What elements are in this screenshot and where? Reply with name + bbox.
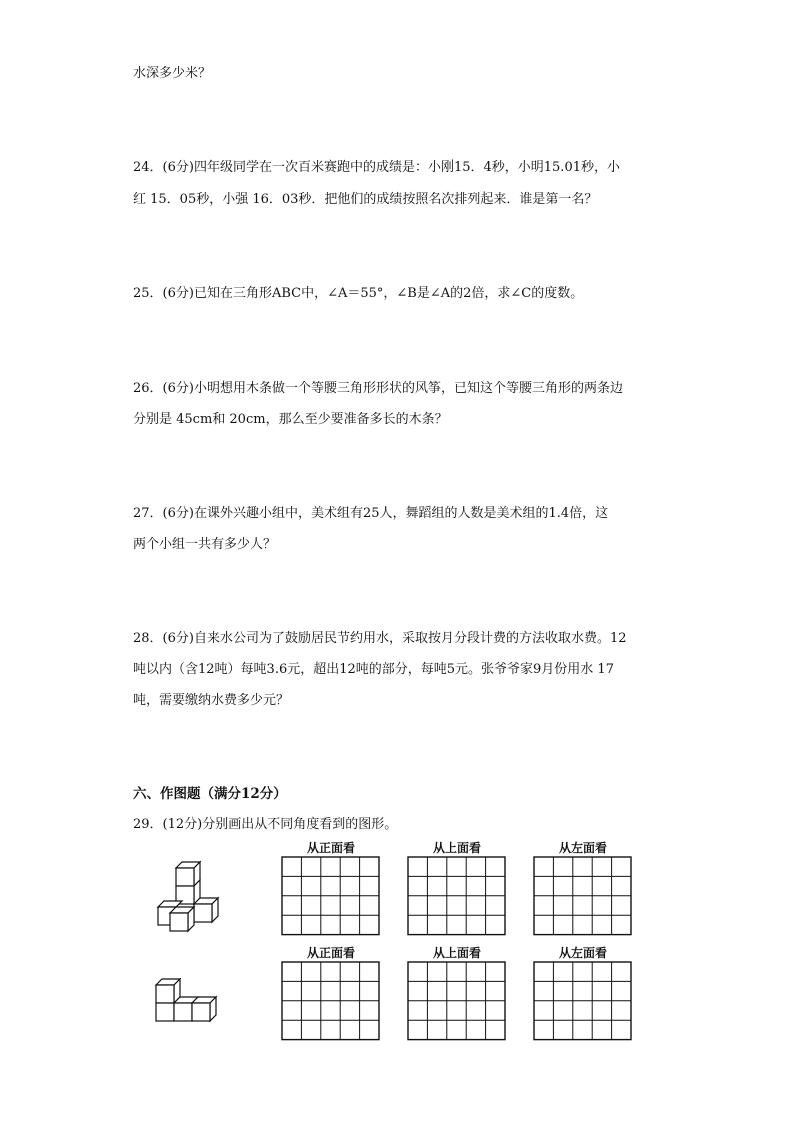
q25-line1: 25．(6分)已知在三角形ABC中，∠A＝55°，∠B是∠A的2倍，求∠C的度数。 — [133, 286, 584, 301]
cube-figure-1 — [150, 858, 230, 938]
grid-title: 从上面看 — [432, 946, 481, 960]
grid-title: 从左面看 — [558, 946, 607, 960]
q24-line2: 红 15．05秒，小强 16．03秒．把他们的成绩按照名次排列起来．谁是第一名？ — [133, 192, 598, 207]
square-grid — [407, 961, 507, 1041]
grid-top-2 — [407, 945, 507, 1045]
grid-title: 从左面看 — [558, 841, 607, 855]
square-grid — [281, 961, 381, 1041]
square-grid — [533, 961, 633, 1041]
grid-title: 从上面看 — [432, 841, 481, 855]
q27-line1: 27．(6分)在课外兴趣小组中，美术组有25人，舞蹈组的人数是美术组的1.4倍，这 — [133, 506, 609, 521]
grid-front-1 — [281, 840, 381, 940]
q24-line1: 24．(6分)四年级同学在一次百米赛跑中的成绩是：小刚15．4秒，小明15.01秒，小 — [133, 160, 620, 175]
cube-figure-2 — [150, 972, 230, 1032]
q28-line1: 28．(6分)自来水公司为了鼓励居民节约用水，采取按月分段计费的方法收取水费。12 — [133, 631, 627, 646]
square-grid — [533, 856, 633, 936]
q29-text: 29．(12分)分别画出从不同角度看到的图形。 — [133, 817, 398, 832]
q28-line2: 吨以内（含12吨）每吨3.6元，超出12吨的部分，每吨5元。张爷爷家9月份用水 17 — [133, 662, 614, 677]
grid-title: 从正面看 — [306, 946, 355, 960]
square-grid — [281, 856, 381, 936]
q26-line1: 26．(6分)小明想用木条做一个等腰三角形形状的风筝，已知这个等腰三角形的两条边 — [133, 381, 623, 396]
square-grid — [407, 856, 507, 936]
grid-top-1 — [407, 840, 507, 940]
grid-left-1 — [533, 840, 633, 940]
continuation-line: 水深多少米？ — [133, 66, 212, 81]
q27-line2: 两个小组一共有多少人？ — [133, 537, 277, 552]
q28-line3: 吨，需要缴纳水费多少元？ — [133, 693, 290, 708]
section-heading: 六、作图题（满分12分） — [133, 786, 287, 802]
grid-left-2 — [533, 945, 633, 1045]
grid-front-2 — [281, 945, 381, 1045]
grid-title: 从正面看 — [306, 841, 355, 855]
q26-line2: 分别是 45cm和 20cm，那么至少要准备多长的木条？ — [133, 412, 448, 427]
